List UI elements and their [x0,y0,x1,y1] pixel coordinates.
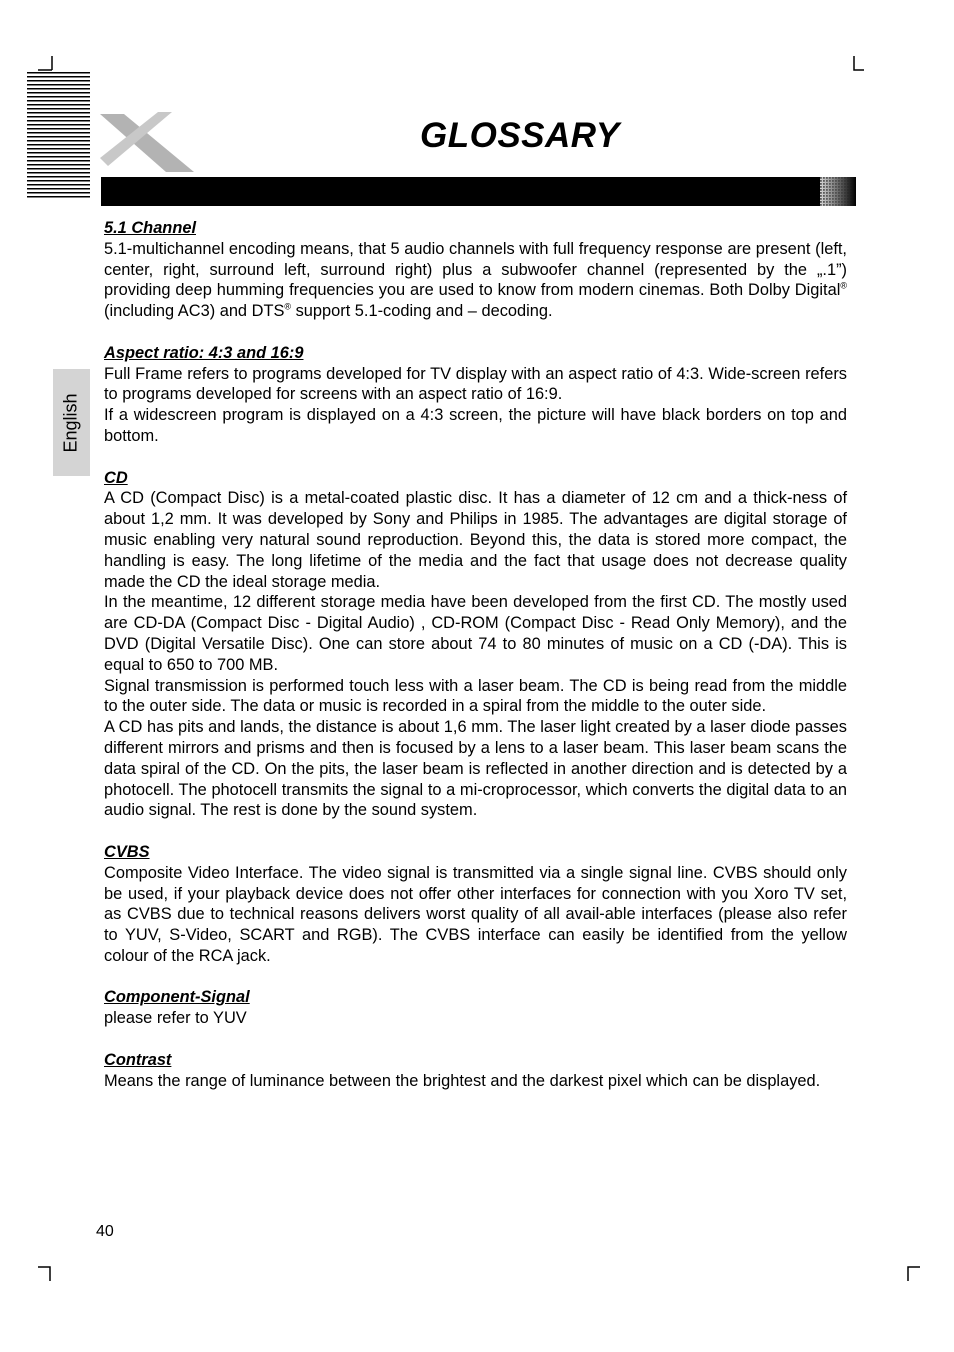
page-number: 40 [96,1223,114,1240]
glossary-entry [104,842,847,967]
glossary-term: 5.1 Channel [104,219,196,237]
glossary-content [104,218,847,1112]
header-banner [101,177,856,206]
glossary-paragraph: In the meantime, 12 different storage media have been developed from the first CD. The mostly used are CD-DA (Compact Disc - Digital Audio) , CD-ROM (Compact Disc - Read Only Memory), and the DVD (Digital Versatile Disc). One can store about 74 to 80 minutes of music on a CD (-DA). This is equal to 650 to 700 MB. [104,593,847,674]
crop-mark-top-right [852,56,866,72]
language-label: English [60,393,81,453]
registered-mark: ® [840,280,847,291]
glossary-paragraph: A CD has pits and lands, the distance is about 1,6 mm. The laser light created by a laser diode passes different mirrors and prisms and then is focused by a lens to a laser beam. This laser beam scans the data spiral of the CD. On the pits, the laser beam is reflected in another direction and is detected by a photocell. The photocell transmits the signal to a mi-croprocessor, which converts the digital data to an audio signal. The rest is done by the sound system. [104,718,847,820]
glossary-term: Contrast [104,1050,172,1069]
banner-dot-fade [820,177,856,206]
crop-mark-top-left [34,56,54,72]
glossary-paragraph: Means the range of luminance between the brightest and the darkest pixel which can be displayed. [104,1071,821,1090]
glossary-paragraph: Signal transmission is performed touch less with a laser beam. The CD is being read from the middle to the outer side. The data or music is recorded in a spiral from the middle to the outer side. [104,676,847,716]
glossary-paragraph: Composite Video Interface. The video signal is transmitted via a single signal line. CVBS should only be used, if your playback device does not offer other interfaces for connection with you Xoro TV set, as CVBS due to technical reasons delivers worst quality of all avail-able interfaces (please also refer to YUV, S-Video, SCART and RGB). The CVBS interface can easily be identified from the yellow colour of the RCA jack. [104,863,847,965]
glossary-term: CVBS [104,842,150,861]
glossary-paragraph: please refer to YUV [104,1009,247,1028]
glossary-paragraph: A CD (Compact Disc) is a metal-coated plastic disc. It has a diameter of 12 cm and a thick-ness of about 1,2 mm. It was developed by Sony and Philips in 1985. The advantages are digital storage of music enabling very natural sound reproduction. Beyond this, the data is stored more compact, the handling is easy. The long lifetime of the media and the fact that usage does not decrease quality made the CD the ideal storage media. [104,489,847,591]
glossary-entry [104,343,847,447]
glossary-term: Aspect ratio: 4:3 and 16:9 [104,343,304,362]
crop-mark-bottom-right [906,1265,922,1281]
glossary-entry [104,218,847,322]
glossary-entry [104,1050,847,1092]
glossary-term: Component-Signal [104,988,250,1007]
crop-mark-bottom-left [36,1265,52,1281]
glossary-entry [104,987,847,1029]
glossary-paragraph: 5.1-multichannel encoding means, that 5 audio channels with full frequency response are present (left, center, right, surround left, surround right) plus a subwoofer channel (represented by the „.1”) providing deep humming frequencies you are used to know from modern cinemas. Both Dolby Digital® (including AC3) and DTS® support 5.1-coding and – decoding. [104,239,847,321]
glossary-paragraph: Full Frame refers to programs developed for TV display with an aspect ratio of 4:3. Wide-screen refers to programs developed for screens with an aspect ratio of 16:9. [104,364,847,404]
glossary-term: CD [104,468,128,487]
header-stripes [27,72,90,198]
glossary-entry [104,468,847,822]
xoro-logo-icon [96,108,196,176]
registered-mark: ® [284,301,292,312]
glossary-paragraph: If a widescreen program is displayed on a 4:3 screen, the picture will have black borders on top and bottom. [104,406,847,445]
page-title: GLOSSARY [420,116,620,155]
